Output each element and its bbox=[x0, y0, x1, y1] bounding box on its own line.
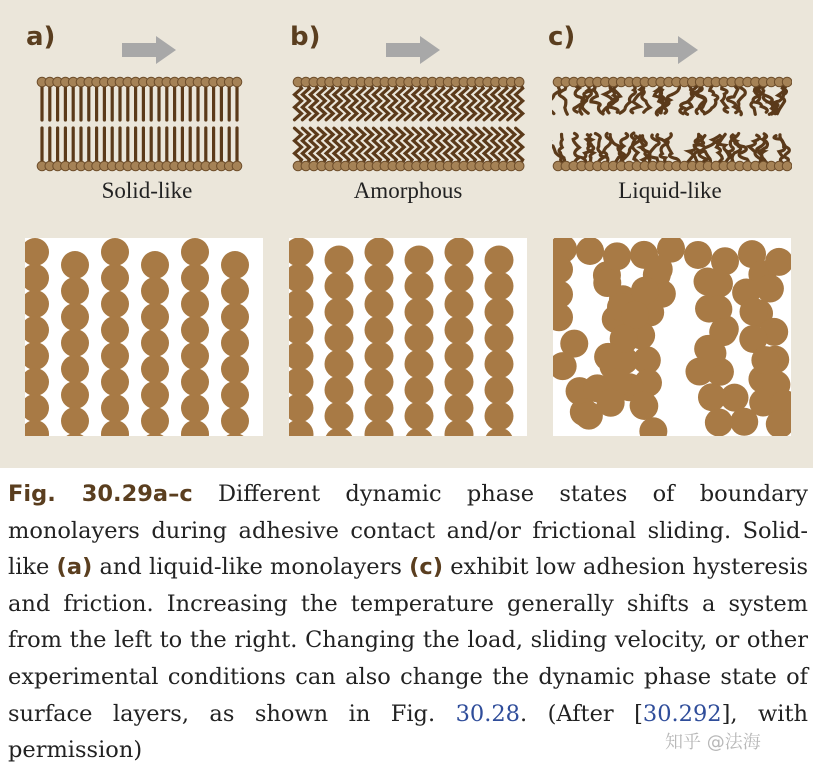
caption-text: . (After [ bbox=[519, 700, 643, 727]
figure-caption bbox=[8, 476, 808, 769]
figure-reference-link[interactable]: 30.28 bbox=[455, 700, 520, 727]
amorphous-monolayer-illustration bbox=[292, 74, 526, 174]
caption-tag-c: (c) bbox=[409, 554, 443, 581]
solid-like-monolayer-illustration bbox=[36, 74, 250, 174]
panel-a-label: a) bbox=[26, 22, 56, 52]
amorphous-label: Amorphous bbox=[353, 178, 463, 203]
liquid-like-monolayer-illustration bbox=[552, 74, 792, 174]
caption-tag-a: (a) bbox=[56, 554, 93, 581]
caption-text: and liquid-like monolayers bbox=[92, 554, 410, 581]
right-arrow-icon bbox=[122, 34, 178, 66]
amorphous-top-view bbox=[289, 238, 527, 436]
liquid-like-label: Liquid-like bbox=[618, 178, 722, 203]
solid-like-label: Solid-like bbox=[101, 178, 193, 203]
panel-c-label: c) bbox=[548, 22, 576, 52]
caption-text: exhibit low adhesion hysteresis and friction. Increasing the temperature generally shifts a system from the left to the right. Changing the load, sliding velocity, or other experimental conditions can also change the dynamic phase state of surface layers, as shown in Fig. bbox=[8, 554, 808, 727]
caption-text: ], with permission) bbox=[8, 700, 808, 764]
liquid-like-top-view bbox=[553, 238, 791, 436]
caption-text: Different dynamic phase states of boundary monolayers during adhesive contact and/or frictional sliding. Solid-like bbox=[8, 481, 808, 581]
panel-b-label: b) bbox=[290, 22, 321, 52]
caption-figure-label: Fig. 30.29a–c bbox=[8, 481, 193, 507]
citation-link[interactable]: 30.292 bbox=[642, 700, 722, 727]
right-arrow-icon bbox=[644, 34, 700, 66]
solid-like-top-view bbox=[25, 238, 263, 436]
watermark: 知乎 @法海 bbox=[665, 732, 761, 753]
right-arrow-icon bbox=[386, 34, 442, 66]
